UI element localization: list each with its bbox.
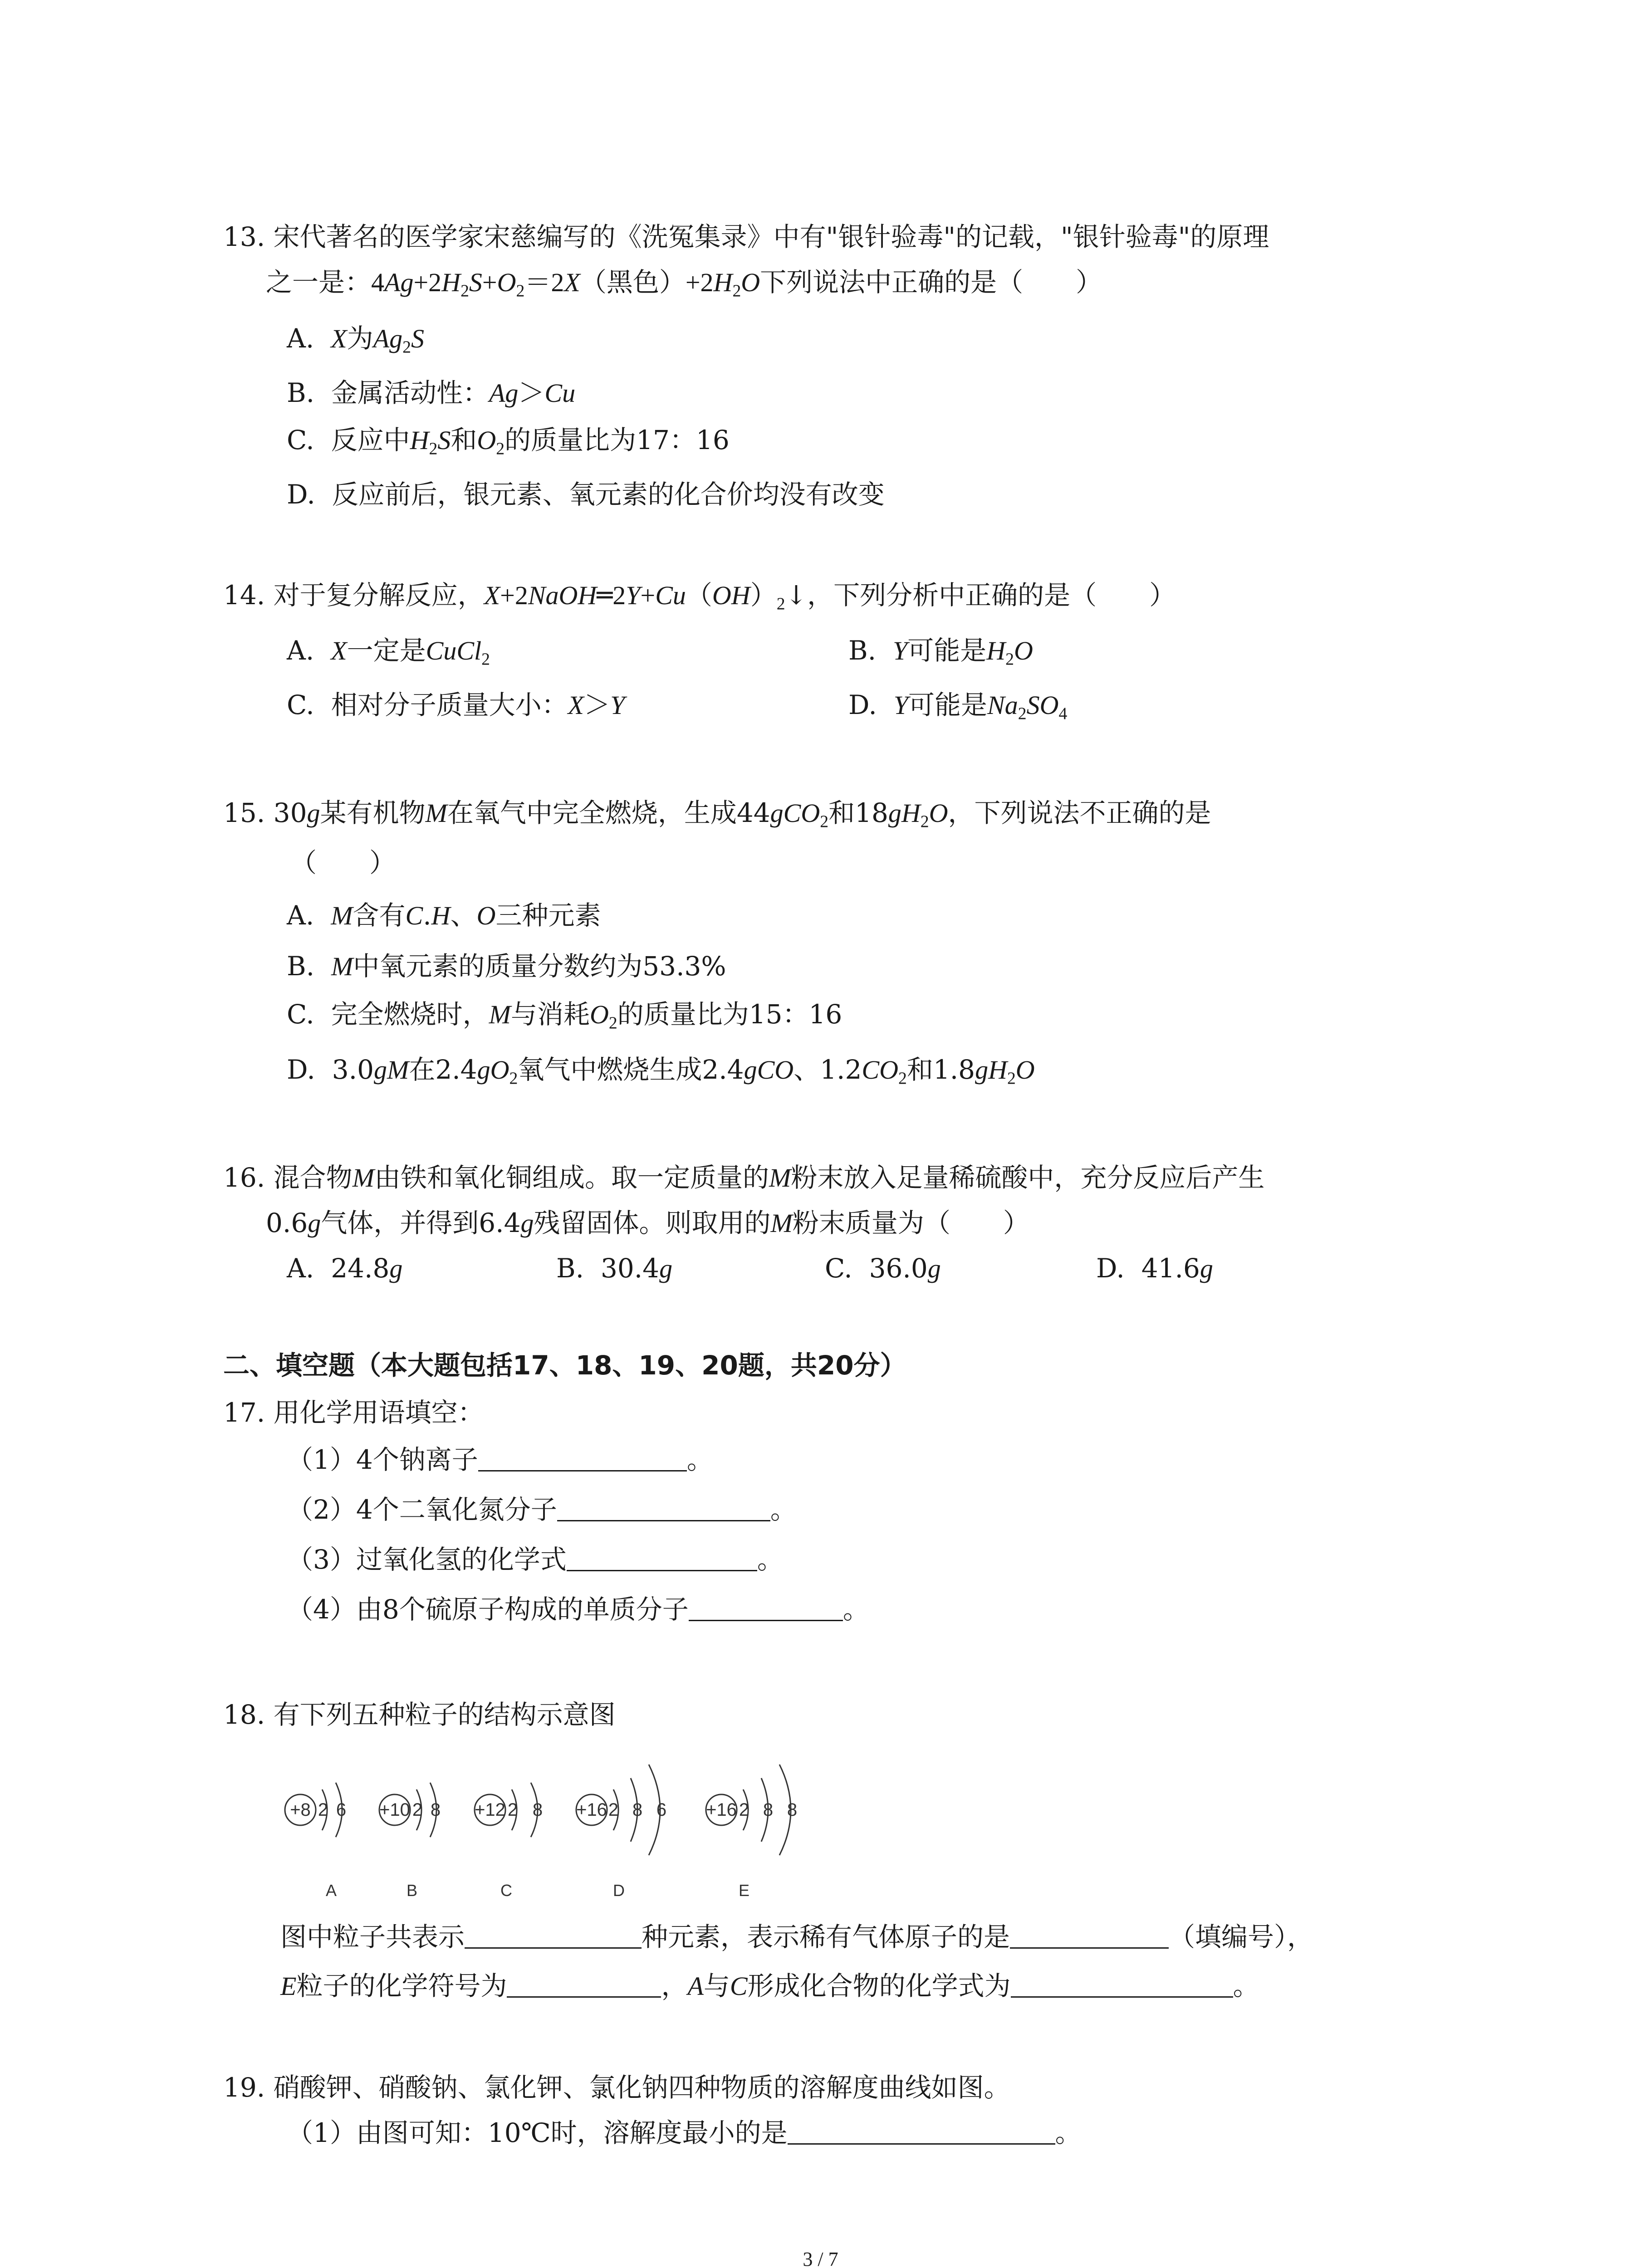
- q16-option-a[interactable]: A. 24.8g: [287, 1253, 403, 1284]
- q13-option-d[interactable]: D. 反应前后，银元素、氧元素的化合价均没有改变: [287, 479, 885, 510]
- q17-blank-2[interactable]: [557, 1493, 770, 1521]
- q18-stem: 18. 有下列五种粒子的结构示意图: [223, 1699, 616, 1730]
- q13-stem-line1: 13. 宋代著名的医学家宋慈编写的《洗冤集录》中有"银针验毒"的记载，"银针验毒"的原理: [223, 221, 1269, 252]
- nucleus-a: +8: [290, 1800, 311, 1820]
- q17-blank-1[interactable]: [478, 1443, 687, 1471]
- structure-e: [706, 1765, 797, 1900]
- svg-text:8: 8: [532, 1800, 543, 1820]
- q13-option-a[interactable]: A. X为$Ag_2S$: [287, 323, 424, 357]
- q14-stem: 14. 对于复分解反应，$X+2NaOH═2Y+Cu(OH)_2↓$，下列分析中正确的是（ ）: [223, 580, 1176, 614]
- svg-text:+16: +16: [576, 1800, 607, 1820]
- section2-title: 二、填空题（本大题包括17、18、19、20题，共20分）: [223, 1350, 906, 1381]
- svg-text:8: 8: [430, 1800, 441, 1820]
- q19-stem: 19. 硝酸钾、硝酸钠、氯化钾、氯化钠四种物质的溶解度曲线如图。: [223, 2072, 1010, 2103]
- q14-option-b[interactable]: B. Y可能是$H_2O$: [848, 635, 1033, 669]
- q19-blank-1[interactable]: [788, 2116, 1055, 2145]
- q13-stem-line2: 之一是：$4Ag+2H_2S+O_2=2X$（黑色）$+2H_2O$下列说法中正确的是（ ）: [266, 267, 1102, 301]
- q16-option-c[interactable]: C. 36.0g: [825, 1253, 941, 1284]
- svg-text:+10: +10: [379, 1800, 410, 1820]
- svg-text:2: 2: [739, 1800, 749, 1820]
- svg-text:A: A: [325, 1881, 337, 1900]
- atomic-structure-diagram: [272, 1746, 844, 1910]
- svg-text:2: 2: [608, 1800, 619, 1820]
- q18-blank-2[interactable]: [1010, 1920, 1169, 1949]
- q17-item-2: （2）4个二氧化氮分子 。: [287, 1491, 797, 1528]
- svg-text:B: B: [406, 1881, 418, 1900]
- q15-option-c[interactable]: C. 完全燃烧时，M与消耗$O_2$的质量比为15：16: [287, 999, 843, 1033]
- q19-item-1: （1）由图可知：10℃时，溶解度最小的是 。: [287, 2115, 1082, 2151]
- q17-item-4: （4）由8个硫原子构成的单质分子 。: [287, 1591, 869, 1628]
- q17-blank-3[interactable]: [567, 1543, 757, 1571]
- q16-option-d[interactable]: D. 41.6g: [1096, 1253, 1213, 1284]
- q18-question-line1: 图中粒子共表示 种元素，表示稀有气体原子的是 （填编号），: [280, 1919, 1313, 1955]
- structure-c: [475, 1783, 543, 1900]
- q18-question-line2: E粒子的化学符号为 ，A与C形成化合物的化学式为 。: [280, 1968, 1259, 2004]
- q17-item-3: （3）过氧化氢的化学式 。: [287, 1541, 784, 1578]
- structure-a: [285, 1783, 346, 1900]
- svg-text:2: 2: [318, 1800, 328, 1820]
- structure-b: [379, 1783, 441, 1900]
- q18-blank-4[interactable]: [1011, 1969, 1233, 1998]
- q16-stem-line1: 16. 混合物M由铁和氧化铜组成。取一定质量的M粉末放入足量稀硫酸中，充分反应后产生: [223, 1162, 1265, 1193]
- q15-option-d[interactable]: D. 3.0gM在$2.4gO_2$氧气中燃烧生成2.4gCO、$1.2CO_2$和$1.8gH_2O$: [287, 1054, 1035, 1088]
- svg-text:2: 2: [507, 1800, 518, 1820]
- q13-option-c[interactable]: C. 反应中$H_2S$和$O_2$的质量比为17：16: [287, 425, 730, 459]
- q18-blank-3[interactable]: [507, 1969, 661, 1998]
- q17-stem: 17. 用化学用语填空：: [223, 1397, 484, 1428]
- q15-stem-line1: 15. 30g某有机物M在氧气中完全燃烧，生成44gCO$_2$和$18gH_2O$，下列说法不正确的是: [223, 797, 1211, 831]
- q18-blank-1[interactable]: [465, 1920, 642, 1949]
- svg-text:8: 8: [787, 1800, 798, 1820]
- svg-text:6: 6: [656, 1800, 667, 1820]
- svg-text:2: 2: [412, 1800, 423, 1820]
- q16-option-b[interactable]: B. 30.4g: [556, 1253, 673, 1284]
- q15-stem-line2: （ ）: [290, 847, 396, 878]
- q16-stem-line2: 0.6g气体，并得到6.4g残留固体。则取用的M粉末质量为（ ）: [266, 1207, 1029, 1238]
- q13-option-b[interactable]: B. 金属活动性：Ag＞Cu: [287, 377, 576, 408]
- q14-option-d[interactable]: D. Y可能是$Na_2SO_4$: [848, 689, 1068, 723]
- svg-text:8: 8: [763, 1800, 774, 1820]
- svg-text:D: D: [613, 1881, 625, 1900]
- q17-item-1: （1）4个钠离子 。: [287, 1442, 713, 1478]
- q14-option-a[interactable]: A. X一定是CuCl$_2$: [287, 635, 490, 669]
- svg-text:+16: +16: [706, 1800, 737, 1820]
- svg-text:8: 8: [632, 1800, 643, 1820]
- structure-d: [576, 1765, 666, 1900]
- q17-blank-4[interactable]: [689, 1593, 843, 1621]
- svg-text:C: C: [500, 1881, 512, 1900]
- q15-option-b[interactable]: B. M中氧元素的质量分数约为53.3%: [287, 951, 726, 982]
- svg-text:6: 6: [336, 1800, 347, 1820]
- page-number: 3 / 7: [803, 2248, 838, 2268]
- svg-text:+12: +12: [475, 1800, 505, 1820]
- svg-text:E: E: [738, 1881, 750, 1900]
- q15-option-a[interactable]: A. M含有C.H、O三种元素: [287, 900, 601, 931]
- q14-option-c[interactable]: C. 相对分子质量大小：X＞Y: [287, 689, 625, 720]
